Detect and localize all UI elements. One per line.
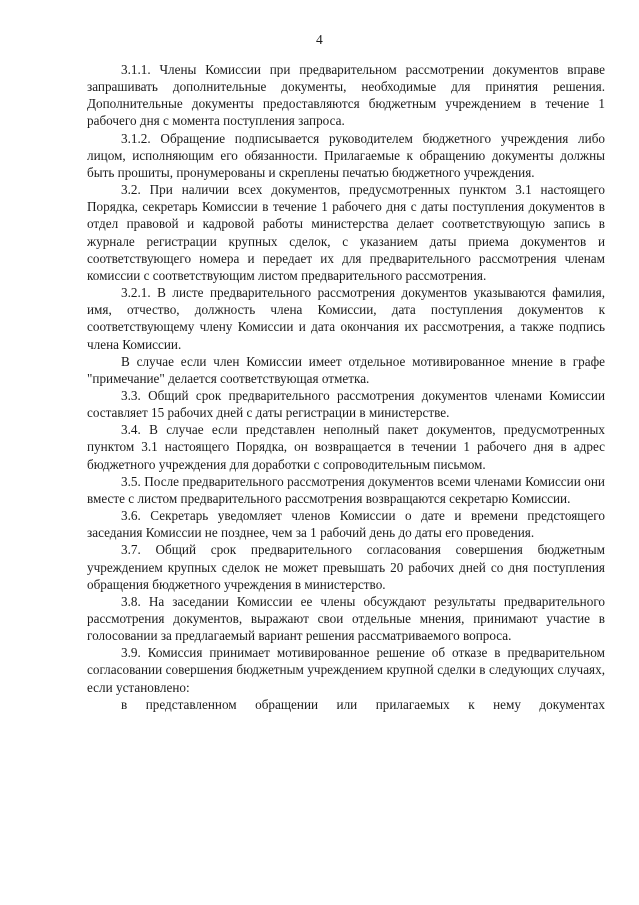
paragraph-3-2: 3.2. При наличии всех документов, предусмотренных пунктом 3.1 настоящего Порядка, секретарь Комиссии в течение 1 рабочего дня с даты поступления документов в отдел правовой и кадровой работы министерства делает соответствующую запись в журнале регистрации крупных сделок, с указанием даты приема документов и соответствующего номера и передает их для предварительного рассмотрения членам комиссии с соответствующим листом предварительного рассмотрения. <box>87 182 605 283</box>
paragraph-3-4: 3.4. В случае если представлен неполный пакет документов, предусмотренных пунктом 3.1 настоящего Порядка, он возвращается в течении 1 рабочего дня в адрес бюджетного учреждения для доработки с сопроводительным письмом. <box>87 422 605 472</box>
page-number: 4 <box>316 32 323 47</box>
paragraph-3-1-1: 3.1.1. Члены Комиссии при предварительном рассмотрении документов вправе запрашивать дополнительные документы, необходимые для принятия решения. Дополнительные документы предоставляются бюджетным учреждением в течение 1 рабочего дня с момента поступления запроса. <box>87 62 605 129</box>
paragraph-3-1-2: 3.1.2. Обращение подписывается руководителем бюджетного учреждения либо лицом, исполняющим его обязанности. Прилагаемые к обращению документы должны быть прошиты, пронумерованы и скреплены печатью бюджетного учреждения. <box>87 130 605 180</box>
paragraph-dissenting-opinion: В случае если член Комиссии имеет отдельное мотивированное мнение в графе "примечание" делается соответствующая отметка. <box>87 353 605 386</box>
paragraph-3-9: 3.9. Комиссия принимает мотивированное решение об отказе в предварительном согласовании совершения бюджетным учреждением крупной сделки в следующих случаях, если установлено: <box>87 645 605 695</box>
paragraph-3-3: 3.3. Общий срок предварительного рассмотрения документов членами Комиссии составляет 15 рабочих дней с даты регистрации в министерстве. <box>87 387 605 421</box>
paragraph-3-5: 3.5. После предварительного рассмотрения документов всеми членами Комиссии они вместе с листом предварительного рассмотрения возвращаются секретарю Комиссии. <box>87 473 605 506</box>
paragraph-3-2-1: 3.2.1. В листе предварительного рассмотрения документов указываются фамилия, имя, отчество, должность члена Комиссии, дата поступления документов к соответствующему члену Комиссии и дата окончания их рассмотрения, а также подпись члена Комиссии. <box>87 285 605 352</box>
document-body <box>87 61 605 713</box>
paragraph-3-8: 3.8. На заседании Комиссии ее члены обсуждают результаты предварительного рассмотрения документов, выражают свои отдельные мнения, принимают участие в голосовании за предлагаемый вариант решения рассматриваемого вопроса. <box>87 593 605 644</box>
paragraph-continuation: в представленном обращении или прилагаемых к нему документах <box>121 696 605 712</box>
paragraph-3-6: 3.6. Секретарь уведомляет членов Комиссии о дате и времени предстоящего заседания Комиссии не позднее, чем за 1 рабочий день до даты его проведения. <box>87 508 605 541</box>
paragraph-3-7: 3.7. Общий срок предварительного согласования совершения бюджетным учреждением крупных сделок не может превышать 20 рабочих дней со дня поступления обращения бюджетного учреждения в министерство. <box>87 542 605 592</box>
